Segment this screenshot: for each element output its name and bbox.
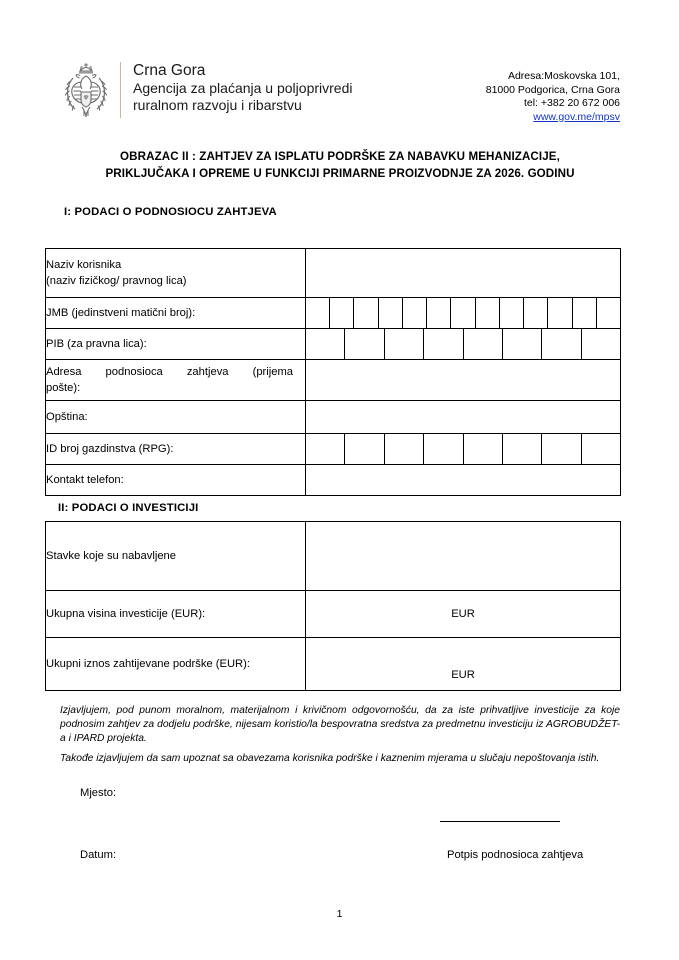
jmb-cell[interactable] (427, 298, 451, 328)
jmb-cell[interactable] (548, 298, 572, 328)
naziv-korisnika-line-1: Naziv korisnika (46, 259, 122, 271)
section-heading-investment: II: PODACI O INVESTICIJI (58, 502, 199, 514)
pib-cell[interactable] (345, 329, 384, 359)
adresa-line-1: Adresa podnosioca zahtjeva (prijema (46, 366, 293, 378)
page-title-line-1: OBRAZAC II : ZAHTJEV ZA ISPLATU PODRŠKE ZA NABAVKU MEHANIZACIJE, (120, 150, 560, 163)
pib-comb-boxes[interactable] (306, 329, 620, 359)
declaration-paragraph-2: Takođe izjavljujem da sam upoznat sa obavezama korisnika podrške i kaznenim mjerama u slučaju nepoštovanja istih. (60, 753, 600, 764)
agency-branding (60, 60, 352, 122)
table-row (46, 360, 621, 401)
agency-name-line-2: ruralnom razvoju i ribarstvu (133, 97, 302, 113)
field-label-opstina: Opština: (46, 401, 306, 434)
country-name: Crna Gora (133, 62, 206, 79)
pib-cell[interactable] (464, 329, 503, 359)
rpg-comb-boxes[interactable] (306, 434, 620, 464)
jmb-cell[interactable] (524, 298, 548, 328)
jmb-cell[interactable] (476, 298, 500, 328)
pib-cell[interactable] (542, 329, 581, 359)
jmb-comb-boxes[interactable] (306, 298, 620, 328)
field-input-rpg[interactable] (306, 434, 621, 465)
contact-address-block (486, 70, 620, 124)
currency-label-eur: EUR (451, 669, 475, 681)
rpg-cell[interactable] (503, 434, 542, 464)
table-row (46, 329, 621, 360)
field-input-naziv-korisnika[interactable] (306, 249, 621, 298)
naziv-korisnika-line-2: (naziv fizičkog/ pravnog lica) (46, 275, 187, 287)
rpg-cell[interactable] (582, 434, 620, 464)
declaration-paragraph-1: Izjavljujem, pod punom moralnom, materijalnom i krivičnom odgovornošću, da za iste prihvatljive investicije za koje podnosim zahtjev za dodjelu podrške, nijesam koristio/la bespovratna sredstva za predmetnu investiciju iz AGROBUDŽET-a i IPARD projekta. (60, 705, 620, 744)
rpg-cell[interactable] (464, 434, 503, 464)
field-input-jmb[interactable] (306, 298, 621, 329)
agency-name-line-1: Agencija za plaćanja u poljoprivredi (133, 80, 353, 96)
table-row (46, 298, 621, 329)
jmb-cell[interactable] (379, 298, 403, 328)
table-row (46, 522, 621, 591)
jmb-cell[interactable] (500, 298, 524, 328)
pib-cell[interactable] (424, 329, 463, 359)
field-label-mjesto: Mjesto: (80, 787, 117, 799)
investment-data-table (45, 521, 621, 691)
field-label-rpg: ID broj gazdinstva (RPG): (46, 434, 306, 465)
address-street: Adresa:Moskovska 101, (507, 70, 620, 82)
jmb-cell[interactable] (573, 298, 597, 328)
field-input-kontakt-telefon[interactable] (306, 465, 621, 496)
field-label-adresa (46, 360, 306, 401)
rpg-cell[interactable] (424, 434, 463, 464)
field-label-ukupna-visina-investicije: Ukupna visina investicije (EUR): (46, 591, 306, 638)
signature-line (440, 820, 560, 822)
field-label-kontakt-telefon: Kontakt telefon: (46, 465, 306, 496)
address-phone: tel: +382 20 672 006 (523, 97, 620, 109)
field-label-naziv-korisnika (46, 249, 306, 298)
jmb-cell[interactable] (451, 298, 475, 328)
table-row (46, 638, 621, 691)
jmb-cell[interactable] (597, 298, 620, 328)
table-row (46, 434, 621, 465)
jmb-cell[interactable] (306, 298, 330, 328)
rpg-cell[interactable] (385, 434, 424, 464)
table-row (46, 249, 621, 298)
montenegro-coat-of-arms-icon (60, 62, 112, 122)
currency-label-eur: EUR (451, 608, 475, 620)
field-input-ukupni-iznos-podrske[interactable] (306, 638, 621, 691)
rpg-cell[interactable] (542, 434, 581, 464)
rpg-cell[interactable] (306, 434, 345, 464)
jmb-cell[interactable] (330, 298, 354, 328)
field-label-ukupni-iznos-podrske: Ukupni iznos zahtijevane podrške (EUR): (46, 638, 306, 691)
field-label-datum: Datum: (80, 849, 117, 861)
applicant-data-table (45, 248, 621, 496)
field-input-opstina[interactable] (306, 401, 621, 434)
agency-name-block (133, 60, 352, 114)
document-header (60, 60, 620, 132)
field-label-pib: PIB (za pravna lica): (46, 329, 306, 360)
adresa-line-2: pošte): (46, 382, 81, 394)
agency-website-link[interactable]: www.gov.me/mpsv (533, 110, 620, 123)
brand-divider (120, 62, 121, 118)
rpg-cell[interactable] (345, 434, 384, 464)
signature-caption: Potpis podnosioca zahtjeva (447, 849, 584, 861)
field-input-stavke[interactable] (306, 522, 621, 591)
field-input-adresa[interactable] (306, 360, 621, 401)
field-input-pib[interactable] (306, 329, 621, 360)
pib-cell[interactable] (385, 329, 424, 359)
field-label-jmb: JMB (jedinstveni matični broj): (46, 298, 306, 329)
page-title-line-2: PRIKLJUČAKA I OPREME U FUNKCIJI PRIMARNE PROIZVODNJE ZA 2026. GODINU (105, 167, 575, 180)
table-row (46, 465, 621, 496)
pib-cell[interactable] (503, 329, 542, 359)
address-city: 81000 Podgorica, Crna Gora (485, 83, 620, 96)
pib-cell[interactable] (306, 329, 345, 359)
jmb-cell[interactable] (403, 298, 427, 328)
table-row (46, 591, 621, 638)
section-heading-applicant: I: PODACI O PODNOSIOCU ZAHTJEVA (64, 206, 277, 218)
field-label-stavke: Stavke koje su nabavljene (46, 522, 306, 591)
table-row (46, 401, 621, 434)
field-input-ukupna-visina-investicije[interactable] (306, 591, 621, 638)
pib-cell[interactable] (582, 329, 620, 359)
jmb-cell[interactable] (354, 298, 378, 328)
page-number: 1 (336, 908, 343, 920)
page-title (60, 148, 620, 182)
